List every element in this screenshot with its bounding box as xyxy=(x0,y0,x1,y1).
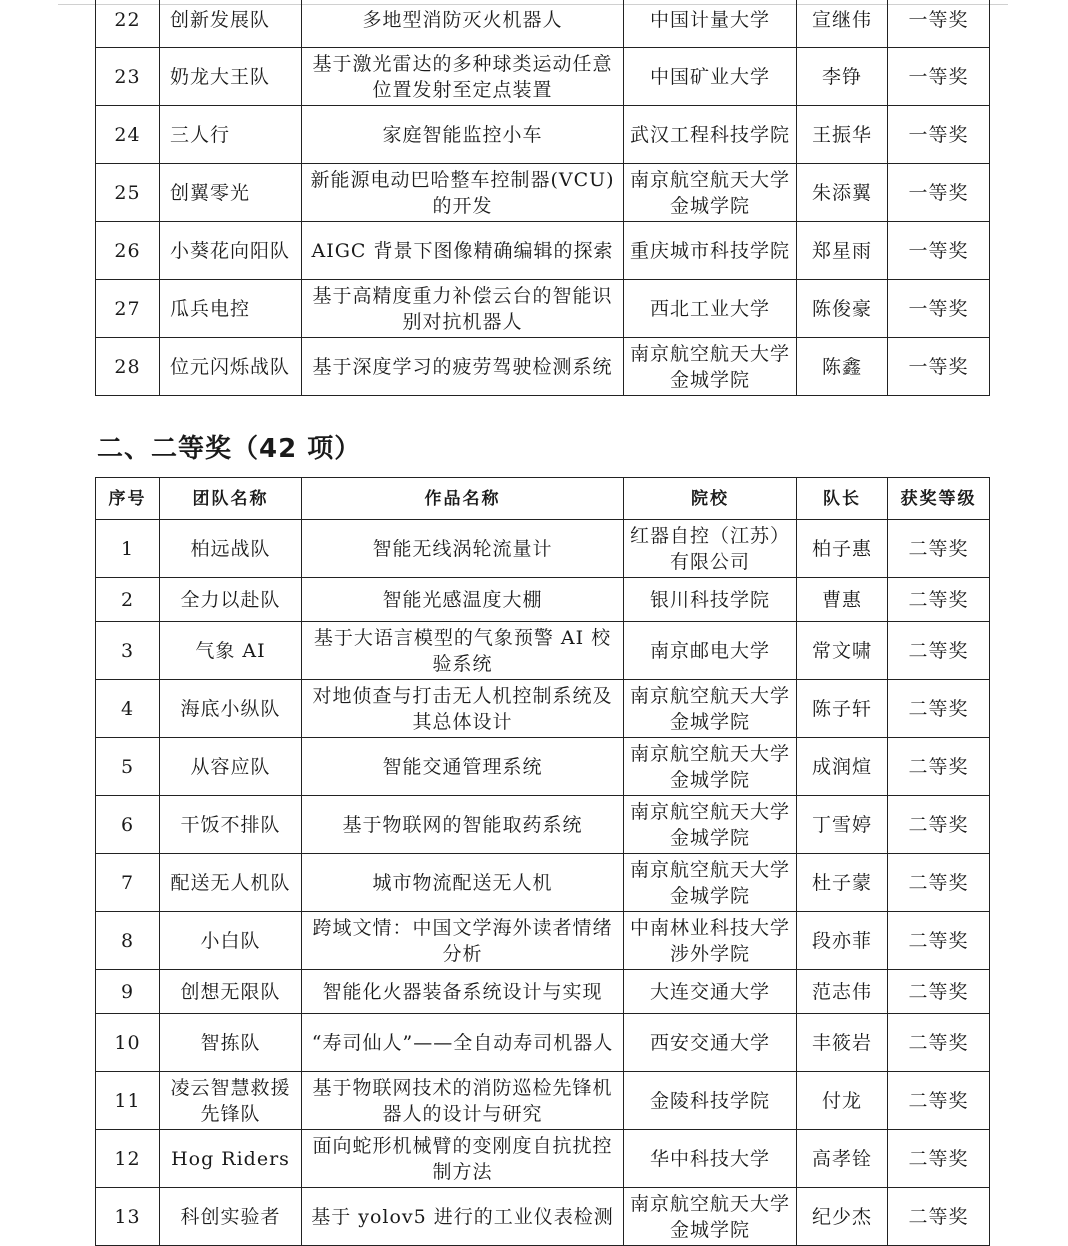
table-row xyxy=(96,796,990,854)
work-title: 基于大语言模型的气象预警 AI 校验系统 xyxy=(302,622,624,680)
team-leader: 宣继伟 xyxy=(797,0,888,48)
team-leader: 柏子惠 xyxy=(797,520,888,578)
team-name: 奶龙大王队 xyxy=(160,48,302,106)
row-number: 13 xyxy=(96,1188,160,1246)
award-level: 二等奖 xyxy=(888,1130,990,1188)
award-level: 二等奖 xyxy=(888,680,990,738)
school-name: 中南林业科技大学涉外学院 xyxy=(624,912,797,970)
row-number: 1 xyxy=(96,520,160,578)
school-name: 中国计量大学 xyxy=(624,0,797,48)
row-number: 28 xyxy=(96,338,160,396)
team-name: 瓜兵电控 xyxy=(160,280,302,338)
row-number: 2 xyxy=(96,578,160,622)
school-name: 南京航空航天大学金城学院 xyxy=(624,680,797,738)
work-title: AIGC 背景下图像精确编辑的探索 xyxy=(302,222,624,280)
row-number: 11 xyxy=(96,1072,160,1130)
work-title: 智能交通管理系统 xyxy=(302,738,624,796)
award-level: 二等奖 xyxy=(888,578,990,622)
work-title: 家庭智能监控小车 xyxy=(302,106,624,164)
team-name: 配送无人机队 xyxy=(160,854,302,912)
award-level: 二等奖 xyxy=(888,796,990,854)
award-level: 二等奖 xyxy=(888,912,990,970)
team-name: 从容应队 xyxy=(160,738,302,796)
team-leader: 范志伟 xyxy=(797,970,888,1014)
school-name: 南京航空航天大学金城学院 xyxy=(624,164,797,222)
work-title: 基于物联网的智能取药系统 xyxy=(302,796,624,854)
team-name: 小白队 xyxy=(160,912,302,970)
school-name: 南京航空航天大学金城学院 xyxy=(624,338,797,396)
header-award: 获奖等级 xyxy=(888,478,990,520)
award-level: 二等奖 xyxy=(888,1014,990,1072)
row-number: 24 xyxy=(96,106,160,164)
second-prize-table xyxy=(95,477,990,1246)
team-leader: 李铮 xyxy=(797,48,888,106)
school-name: 重庆城市科技学院 xyxy=(624,222,797,280)
award-level: 一等奖 xyxy=(888,0,990,48)
row-number: 26 xyxy=(96,222,160,280)
team-name: 小葵花向阳队 xyxy=(160,222,302,280)
award-level: 一等奖 xyxy=(888,106,990,164)
team-name: 科创实验者 xyxy=(160,1188,302,1246)
team-leader: 杜子蒙 xyxy=(797,854,888,912)
row-number: 5 xyxy=(96,738,160,796)
row-number: 12 xyxy=(96,1130,160,1188)
team-name: 柏远战队 xyxy=(160,520,302,578)
table-row xyxy=(96,164,990,222)
team-leader: 王振华 xyxy=(797,106,888,164)
work-title: 智能化火器装备系统设计与实现 xyxy=(302,970,624,1014)
team-leader: 纪少杰 xyxy=(797,1188,888,1246)
row-number: 10 xyxy=(96,1014,160,1072)
work-title: 基于深度学习的疲劳驾驶检测系统 xyxy=(302,338,624,396)
header-leader: 队长 xyxy=(797,478,888,520)
work-title: “寿司仙人”——全自动寿司机器人 xyxy=(302,1014,624,1072)
work-title: 基于 yolov5 进行的工业仪表检测 xyxy=(302,1188,624,1246)
row-number: 9 xyxy=(96,970,160,1014)
award-level: 二等奖 xyxy=(888,520,990,578)
work-title: 多地型消防灭火机器人 xyxy=(302,0,624,48)
row-number: 7 xyxy=(96,854,160,912)
work-title: 基于高精度重力补偿云台的智能识别对抗机器人 xyxy=(302,280,624,338)
table-row xyxy=(96,738,990,796)
row-number: 23 xyxy=(96,48,160,106)
team-leader: 陈子轩 xyxy=(797,680,888,738)
school-name: 红器自控（江苏）有限公司 xyxy=(624,520,797,578)
row-number: 4 xyxy=(96,680,160,738)
team-name: 凌云智慧救援先锋队 xyxy=(160,1072,302,1130)
award-level: 一等奖 xyxy=(888,48,990,106)
team-name: 气象 AI xyxy=(160,622,302,680)
team-leader: 陈鑫 xyxy=(797,338,888,396)
table-row xyxy=(96,578,990,622)
table-row xyxy=(96,106,990,164)
table-row xyxy=(96,338,990,396)
team-leader: 成润煊 xyxy=(797,738,888,796)
table-row xyxy=(96,1188,990,1246)
table-row xyxy=(96,0,990,48)
table-header-row xyxy=(96,478,990,520)
team-name: 创想无限队 xyxy=(160,970,302,1014)
header-work: 作品名称 xyxy=(302,478,624,520)
team-leader: 付龙 xyxy=(797,1072,888,1130)
table-row xyxy=(96,222,990,280)
table-row xyxy=(96,1014,990,1072)
school-name: 大连交通大学 xyxy=(624,970,797,1014)
school-name: 南京航空航天大学金城学院 xyxy=(624,1188,797,1246)
row-number: 3 xyxy=(96,622,160,680)
school-name: 银川科技学院 xyxy=(624,578,797,622)
school-name: 南京航空航天大学金城学院 xyxy=(624,738,797,796)
team-leader: 常文啸 xyxy=(797,622,888,680)
team-name: 智拣队 xyxy=(160,1014,302,1072)
team-leader: 丰筱岩 xyxy=(797,1014,888,1072)
team-leader: 丁雪婷 xyxy=(797,796,888,854)
table-row xyxy=(96,520,990,578)
team-name: 干饭不排队 xyxy=(160,796,302,854)
team-leader: 高孝铨 xyxy=(797,1130,888,1188)
work-title: 新能源电动巴哈整车控制器(VCU)的开发 xyxy=(302,164,624,222)
team-name: 位元闪烁战队 xyxy=(160,338,302,396)
award-level: 二等奖 xyxy=(888,738,990,796)
school-name: 南京航空航天大学金城学院 xyxy=(624,796,797,854)
table-row xyxy=(96,854,990,912)
team-name: 海底小纵队 xyxy=(160,680,302,738)
table-row xyxy=(96,680,990,738)
school-name: 南京航空航天大学金城学院 xyxy=(624,854,797,912)
work-title: 跨域文情：中国文学海外读者情绪分析 xyxy=(302,912,624,970)
school-name: 武汉工程科技学院 xyxy=(624,106,797,164)
row-number: 27 xyxy=(96,280,160,338)
award-level: 一等奖 xyxy=(888,338,990,396)
header-number: 序号 xyxy=(96,478,160,520)
award-level: 二等奖 xyxy=(888,854,990,912)
team-name: 全力以赴队 xyxy=(160,578,302,622)
school-name: 西北工业大学 xyxy=(624,280,797,338)
table-row xyxy=(96,280,990,338)
work-title: 面向蛇形机械臂的变刚度自抗扰控制方法 xyxy=(302,1130,624,1188)
team-leader: 郑星雨 xyxy=(797,222,888,280)
work-title: 智能无线涡轮流量计 xyxy=(302,520,624,578)
school-name: 华中科技大学 xyxy=(624,1130,797,1188)
work-title: 基于激光雷达的多种球类运动任意位置发射至定点装置 xyxy=(302,48,624,106)
team-name: 创翼零光 xyxy=(160,164,302,222)
award-level: 二等奖 xyxy=(888,622,990,680)
school-name: 金陵科技学院 xyxy=(624,1072,797,1130)
award-level: 一等奖 xyxy=(888,222,990,280)
table-row xyxy=(96,48,990,106)
team-leader: 陈俊豪 xyxy=(797,280,888,338)
work-title: 基于物联网技术的消防巡检先锋机器人的设计与研究 xyxy=(302,1072,624,1130)
team-leader: 段亦菲 xyxy=(797,912,888,970)
header-team: 团队名称 xyxy=(160,478,302,520)
section-heading-second-prize: 二、二等奖（42 项） xyxy=(97,434,362,464)
award-level: 一等奖 xyxy=(888,280,990,338)
row-number: 6 xyxy=(96,796,160,854)
school-name: 南京邮电大学 xyxy=(624,622,797,680)
row-number: 22 xyxy=(96,0,160,48)
table-row xyxy=(96,1072,990,1130)
work-title: 城市物流配送无人机 xyxy=(302,854,624,912)
school-name: 西安交通大学 xyxy=(624,1014,797,1072)
table-row xyxy=(96,1130,990,1188)
team-name: 创新发展队 xyxy=(160,0,302,48)
row-number: 25 xyxy=(96,164,160,222)
award-level: 一等奖 xyxy=(888,164,990,222)
table-row xyxy=(96,622,990,680)
table-row xyxy=(96,970,990,1014)
team-name: Hog Riders xyxy=(160,1130,302,1188)
row-number: 8 xyxy=(96,912,160,970)
team-leader: 曹惠 xyxy=(797,578,888,622)
work-title: 对地侦查与打击无人机控制系统及其总体设计 xyxy=(302,680,624,738)
school-name: 中国矿业大学 xyxy=(624,48,797,106)
team-leader: 朱添翼 xyxy=(797,164,888,222)
award-level: 二等奖 xyxy=(888,970,990,1014)
header-school: 院校 xyxy=(624,478,797,520)
first-prize-table xyxy=(95,0,990,396)
work-title: 智能光感温度大棚 xyxy=(302,578,624,622)
award-level: 二等奖 xyxy=(888,1188,990,1246)
table-row xyxy=(96,912,990,970)
award-level: 二等奖 xyxy=(888,1072,990,1130)
team-name: 三人行 xyxy=(160,106,302,164)
